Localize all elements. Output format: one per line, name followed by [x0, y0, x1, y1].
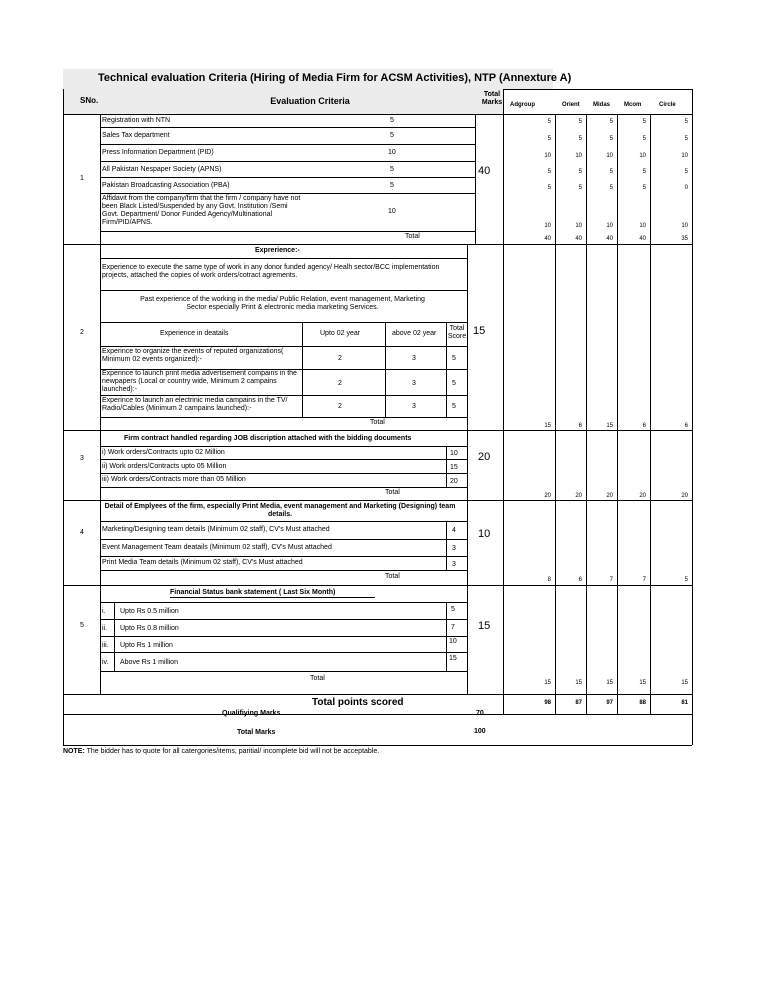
section-heading: Exprerience:-: [255, 247, 300, 254]
score-cell: 5: [684, 136, 688, 142]
section-sno: 1: [80, 175, 84, 182]
total-cell: 5: [684, 577, 688, 583]
criteria-marks: 5: [390, 182, 394, 189]
section-intro: Past experience of the working in the media/ Public Relation, event management, Marketing Sector especially Print & electronic media marketing Services.: [140, 296, 425, 312]
score-cell: 10: [681, 223, 688, 229]
financial-label: Above Rs 1 million: [120, 659, 178, 666]
experience-label: Experince to launch an electrinic media campains in the TV/ Radio/Cables (Minimum 2 campains launched):-: [102, 397, 288, 413]
total-label: Total: [385, 489, 400, 496]
contract-label: iii) Work orders/Contracts more than 05 Million: [102, 476, 246, 483]
financial-label: Upto Rs 1 million: [120, 642, 173, 649]
section-total-marks: 20: [478, 451, 491, 463]
score-cell: 5: [609, 169, 613, 175]
score-cell: 5: [684, 119, 688, 125]
points-cell: 87: [575, 700, 582, 706]
header-criteria: Evaluation Criteria: [270, 96, 350, 106]
total-marks-value: 100: [474, 728, 486, 735]
score-cell: 0: [684, 185, 688, 191]
criteria-marks: 10: [388, 208, 396, 215]
team-label: Event Management Team deatails (Minimum 02 staff), CV's Must attached: [102, 544, 332, 551]
section-total-marks: 10: [478, 528, 491, 540]
note-label: NOTE:: [63, 748, 85, 755]
contract-marks: 20: [450, 478, 458, 485]
contract-marks: 15: [450, 464, 458, 471]
experience-total: 5: [452, 355, 456, 362]
total-points-label: Total points scored: [312, 697, 404, 708]
financial-marks: 15: [449, 655, 457, 662]
score-cell: 5: [578, 169, 582, 175]
section-heading: Financial Status bank statement ( Last Six Month): [170, 589, 375, 598]
score-cell: 5: [578, 185, 582, 191]
score-cell: 5: [578, 136, 582, 142]
total-cell: 15: [544, 423, 551, 429]
section-total-marks: 15: [473, 325, 486, 337]
total-label: Total: [405, 233, 420, 240]
total-cell: 35: [681, 236, 688, 242]
col-header: Experience in deatails: [160, 330, 229, 337]
experience-label: Experince to organize the events of reputed organizations( Minimum 02 events organized):-: [102, 348, 284, 364]
score-cell: 5: [642, 119, 646, 125]
total-cell: 15: [606, 680, 613, 686]
total-cell: 8: [547, 577, 551, 583]
total-cell: 7: [642, 577, 646, 583]
header-firm: Orient: [562, 102, 580, 108]
qualifying-value: 70: [476, 710, 484, 717]
total-marks-label: Total Marks: [237, 729, 276, 736]
score-cell: 5: [578, 119, 582, 125]
header-sno: SNo.: [80, 96, 99, 105]
total-cell: 6: [642, 423, 646, 429]
criteria-label: Sales Tax department: [102, 132, 170, 139]
experience-upto: 2: [338, 403, 342, 410]
criteria-label: Affidavit from the company/firm that the firm / company have not been Black Listed/Suspended by any Govt. Institution /Semi Govt. Department/ Donor Funded Agency/Multinational Firm/PID/APNS.: [102, 195, 301, 227]
experience-above: 3: [412, 380, 416, 387]
total-cell: 40: [544, 236, 551, 242]
contract-label: i) Work orders/Contracts upto 02 Million: [102, 449, 225, 456]
criteria-label: All Pakistan Nespaper Society (APNS): [102, 166, 222, 173]
section-sno: 5: [80, 622, 84, 629]
score-cell: 10: [544, 153, 551, 159]
score-cell: 10: [575, 223, 582, 229]
criteria-marks: 5: [390, 117, 394, 124]
qualifying-label: Qualifiying Marks: [222, 710, 281, 717]
experience-total: 5: [452, 380, 456, 387]
footnote: [63, 748, 379, 756]
points-cell: 97: [606, 700, 613, 706]
total-cell: 15: [681, 680, 688, 686]
financial-index: iv.: [102, 659, 109, 666]
total-cell: 20: [639, 493, 646, 499]
experience-upto: 2: [338, 355, 342, 362]
section-sno: 4: [80, 529, 84, 536]
financial-index: ii.: [102, 625, 108, 632]
section-sno: 3: [80, 455, 84, 462]
col-header: Upto 02 year: [320, 330, 361, 337]
section-sno: 2: [80, 329, 84, 336]
section-total-marks: 15: [478, 620, 491, 632]
header-total-marks: Total Marks: [481, 91, 503, 107]
total-cell: 6: [684, 423, 688, 429]
points-cell: 88: [639, 700, 646, 706]
total-label: Total: [310, 675, 325, 682]
experience-total: 5: [452, 403, 456, 410]
page-title: Technical evaluation Criteria (Hiring of Media Firm for ACSM Activities), NTP (Annexture A): [98, 72, 572, 84]
experience-above: 3: [412, 355, 416, 362]
total-cell: 20: [575, 493, 582, 499]
section-heading: Firm contract handled regarding JOB discription attached with the bidding documents: [124, 435, 412, 442]
score-cell: 5: [609, 136, 613, 142]
section-heading: Detail of Emplyees of the firm, especially Print Media, event management and Marketing (Designing) team details.: [104, 503, 456, 519]
score-cell: 10: [681, 153, 688, 159]
score-cell: 5: [642, 136, 646, 142]
col-header: above 02 year: [392, 330, 437, 337]
financial-label: Upto Rs 0.8 million: [120, 625, 179, 632]
score-cell: 5: [609, 119, 613, 125]
score-cell: 10: [575, 153, 582, 159]
score-cell: 5: [609, 185, 613, 191]
score-cell: 10: [639, 153, 646, 159]
header-firm: Mcom: [624, 102, 642, 108]
header-firm: Adgroup: [510, 102, 535, 108]
financial-index: i.: [102, 608, 106, 615]
financial-marks: 10: [449, 638, 457, 645]
financial-index: iii.: [102, 642, 109, 649]
score-cell: 5: [547, 119, 551, 125]
criteria-label: Registration with NTN: [102, 117, 171, 124]
team-label: Print Media Team details (Minimum 02 staff), CV's Must attached: [102, 559, 303, 566]
experience-upto: 2: [338, 380, 342, 387]
total-cell: 15: [606, 423, 613, 429]
section-intro: Experience to execute the same type of work in any donor funded agency/ Healh sector/BCC implementation projects, attached the copies of work orders/cotract agrements.: [102, 264, 440, 280]
score-cell: 10: [606, 223, 613, 229]
experience-label: Experince to launch print media advertisement compains in the newpapers (Local or country wide, Minimum 2 campains launched):-: [102, 370, 297, 394]
team-marks: 4: [452, 527, 456, 534]
total-cell: 6: [578, 423, 582, 429]
score-cell: 5: [684, 169, 688, 175]
total-label: Total: [385, 573, 400, 580]
note-text: The bidder has to quote for all catergories/items, paritial/ incomplete bid will not be acceptable.: [84, 748, 380, 755]
score-cell: 5: [547, 136, 551, 142]
financial-marks: 7: [451, 624, 455, 631]
criteria-marks: 10: [388, 149, 396, 156]
financial-marks: 5: [451, 606, 455, 613]
header-firm: Circle: [659, 102, 676, 108]
team-marks: 3: [452, 545, 456, 552]
col-header: Total Score: [447, 325, 467, 341]
header-firm: Midas: [593, 102, 611, 108]
section-total-marks: 40: [478, 165, 491, 177]
total-cell: 20: [606, 493, 613, 499]
score-cell: 10: [544, 223, 551, 229]
criteria-label: Pakistan Broadcasting Association (PBA): [102, 182, 230, 189]
score-cell: 5: [642, 169, 646, 175]
score-cell: 10: [639, 223, 646, 229]
total-cell: 7: [609, 577, 613, 583]
points-cell: 81: [681, 700, 688, 706]
score-cell: 10: [606, 153, 613, 159]
total-cell: 20: [681, 493, 688, 499]
total-cell: 15: [575, 680, 582, 686]
criteria-marks: 5: [390, 166, 394, 173]
total-cell: 20: [544, 493, 551, 499]
points-cell: 98: [544, 700, 551, 706]
total-cell: 40: [575, 236, 582, 242]
criteria-label: Press Information Department (PID): [102, 149, 214, 156]
score-cell: 5: [547, 185, 551, 191]
score-cell: 5: [547, 169, 551, 175]
team-marks: 3: [452, 561, 456, 568]
total-label: Total: [370, 419, 385, 426]
total-cell: 40: [606, 236, 613, 242]
team-label: Marketing/Designing team details (Minimum 02 staff), CV's Must attached: [102, 526, 330, 533]
experience-above: 3: [412, 403, 416, 410]
contract-label: ii) Work orders/Contracts upto 05 Million: [102, 463, 227, 470]
total-cell: 15: [639, 680, 646, 686]
score-cell: 5: [642, 185, 646, 191]
criteria-marks: 5: [390, 132, 394, 139]
total-cell: 6: [578, 577, 582, 583]
contract-marks: 10: [450, 450, 458, 457]
total-cell: 40: [639, 236, 646, 242]
financial-label: Upto Rs 0.5 million: [120, 608, 179, 615]
total-cell: 15: [544, 680, 551, 686]
